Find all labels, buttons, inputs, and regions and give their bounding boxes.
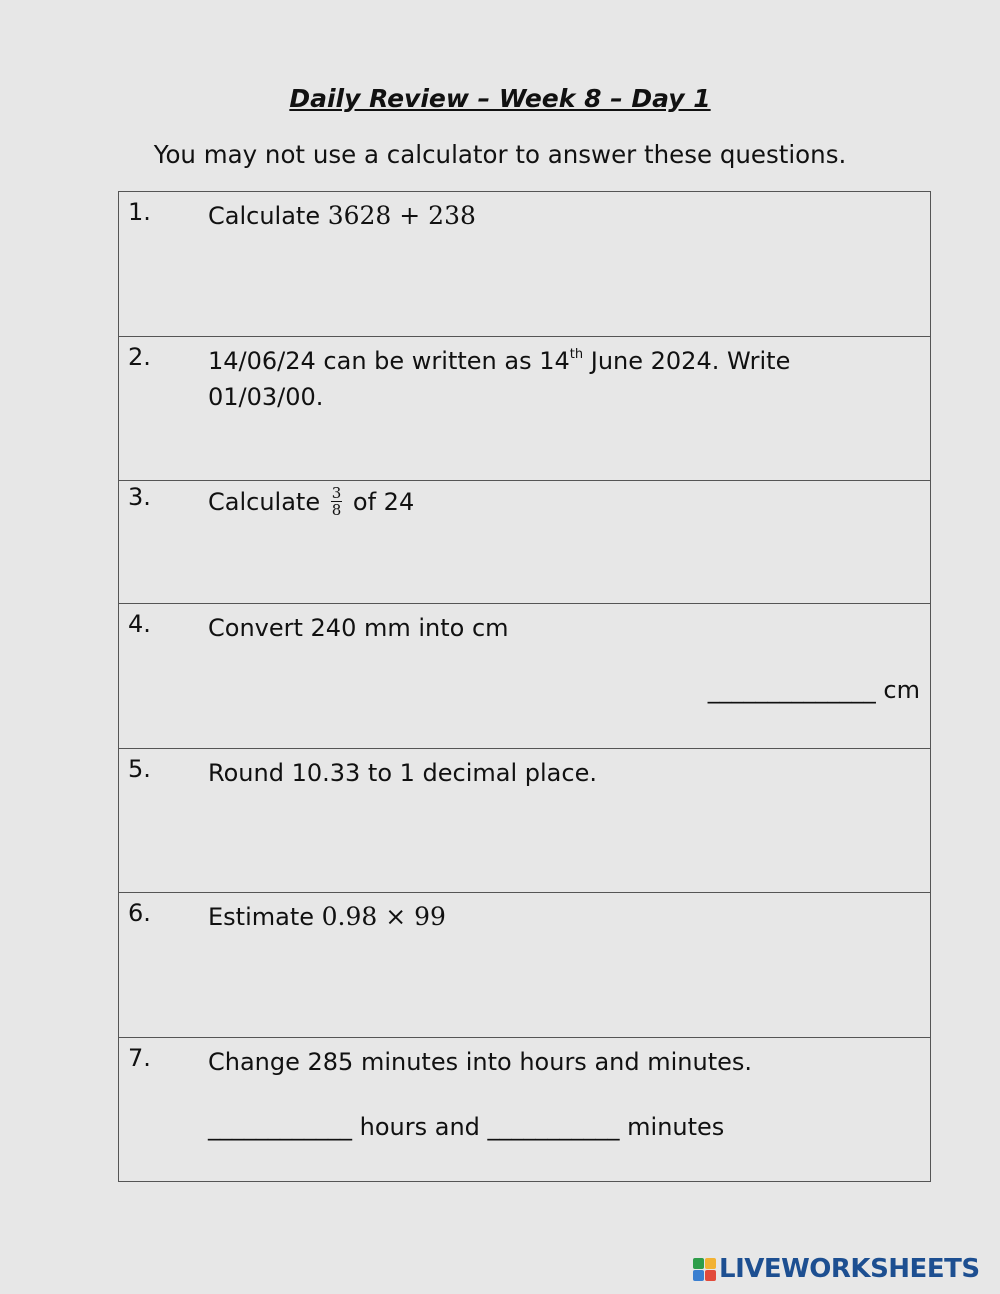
question-row-2 xyxy=(119,337,931,481)
question-row-7 xyxy=(119,1038,931,1182)
question-text xyxy=(208,343,850,415)
logo-tile xyxy=(693,1270,704,1281)
fraction-denominator: 8 xyxy=(331,500,342,519)
question-row-6 xyxy=(119,893,931,1038)
logo-mark-icon xyxy=(693,1258,716,1281)
answer-blank-hours-minutes[interactable]: ____________ hours and ___________ minutes xyxy=(208,1113,725,1141)
question-text xyxy=(208,484,830,520)
question-text xyxy=(208,198,830,234)
logo-text: LIVEWORKSHEETS xyxy=(719,1254,980,1284)
question-text: Round 10.33 to 1 decimal place. xyxy=(208,759,597,787)
fraction xyxy=(331,485,343,518)
ordinal-suffix: th xyxy=(569,347,584,362)
question-row-5 xyxy=(119,749,931,893)
worksheet-title: Daily Review – Week 8 – Day 1 xyxy=(289,84,711,113)
questions-table xyxy=(118,191,931,1182)
question-prefix: Calculate xyxy=(208,202,328,230)
question-number: 1. xyxy=(128,198,151,226)
question-text: Change 285 minutes into hours and minutes. xyxy=(208,1048,752,1076)
question-row-4 xyxy=(119,604,931,749)
liveworksheets-logo xyxy=(693,1254,980,1284)
instructions: You may not use a calculator to answer these questions. xyxy=(153,140,847,169)
logo-tile xyxy=(705,1258,716,1269)
question-line1-suffix: June 2024. Write xyxy=(583,347,791,375)
math-expression: 0.98 × 99 xyxy=(321,902,446,931)
question-text: Convert 240 mm into cm xyxy=(208,614,509,642)
question-number: 4. xyxy=(128,610,151,638)
answer-blank-cm[interactable]: ______________ cm xyxy=(707,676,920,704)
question-number: 2. xyxy=(128,343,151,371)
question-number: 3. xyxy=(128,483,151,511)
question-line1-prefix: 14/06/24 can be written as 14 xyxy=(208,347,570,375)
question-prefix: Calculate xyxy=(208,488,321,516)
question-number: 5. xyxy=(128,755,151,783)
question-number: 6. xyxy=(128,899,151,927)
question-prefix: Estimate xyxy=(208,903,322,931)
question-row-3 xyxy=(119,481,931,604)
question-suffix: of 24 xyxy=(352,488,415,516)
question-number: 7. xyxy=(128,1044,151,1072)
question-line2: 01/03/00. xyxy=(208,383,324,411)
fraction-numerator: 3 xyxy=(331,483,342,502)
question-row-1 xyxy=(119,192,931,337)
question-text xyxy=(208,899,830,935)
logo-tile xyxy=(693,1258,704,1269)
logo-tile xyxy=(705,1270,716,1281)
math-expression: 3628 + 238 xyxy=(327,201,476,230)
